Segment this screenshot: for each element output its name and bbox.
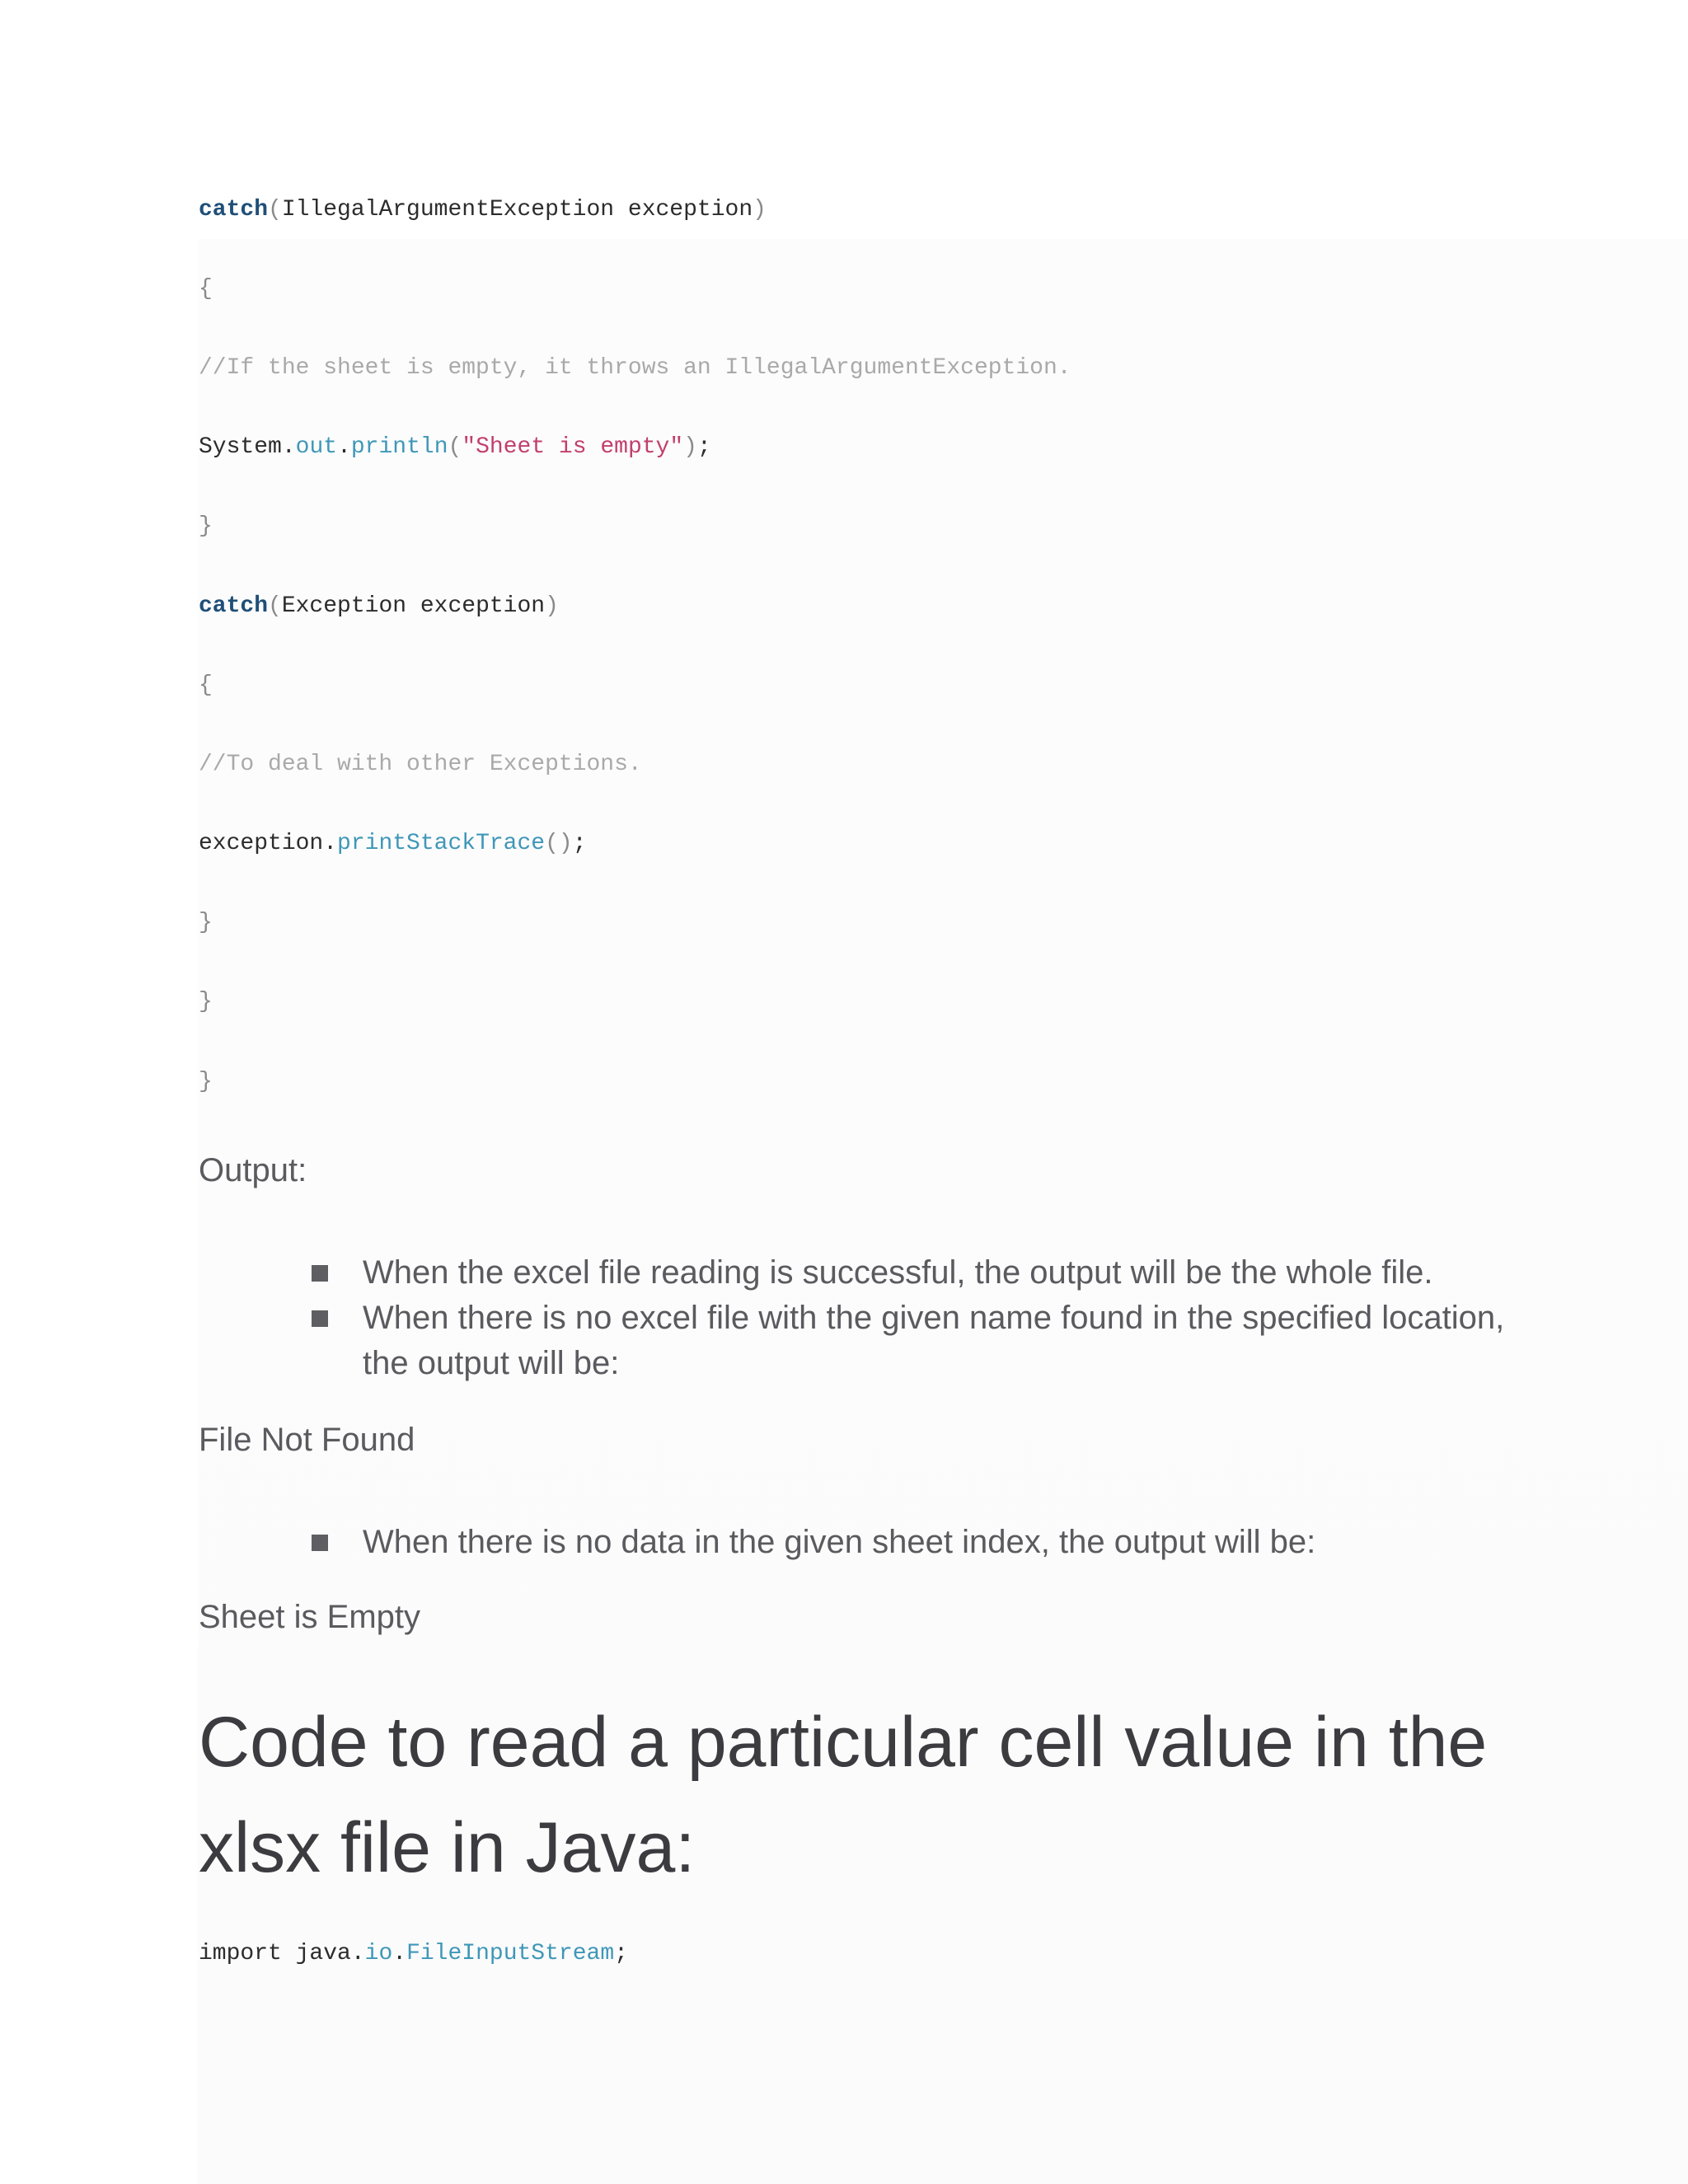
sheet-empty-output: Sheet is Empty (199, 1599, 421, 1635)
file-not-found-output: File Not Found (199, 1422, 415, 1458)
code-semicolon: ; (614, 1941, 628, 1966)
list-item-text: When there is no data in the given sheet index, the output will be: (363, 1524, 1316, 1560)
code-string: "Sheet is empty" (462, 434, 684, 460)
code-subpackage: io (364, 1941, 393, 1966)
code-dot: . (323, 831, 338, 856)
code-paren: ) (545, 593, 559, 619)
code-line-close-brace: } (199, 513, 213, 539)
code-line-open-brace: { (199, 276, 213, 302)
code-line-print-stack-trace (199, 829, 587, 859)
code-semicolon: ; (696, 434, 711, 460)
code-line-catch-exception (199, 592, 559, 621)
code-line-open-brace: { (199, 673, 213, 698)
code-line-comment-other-exceptions: //To deal with other Exceptions. (199, 752, 642, 777)
code-paren: ) (753, 197, 767, 223)
section-heading: Code to read a particular cell value in the xlsx file in Java: (199, 1703, 1488, 1887)
output-label: Output: (199, 1152, 307, 1188)
list-item-text: When there is no excel file with the given name found in the specified location, the output will be: (363, 1300, 1505, 1381)
code-dot: . (392, 1941, 407, 1966)
code-text: IllegalArgumentException exception (281, 197, 753, 223)
code-keyword: import (199, 1941, 296, 1966)
code-keyword: catch (199, 197, 269, 223)
code-paren: ( (268, 197, 282, 223)
code-line-close-brace: } (199, 910, 213, 935)
list-item-text: When the excel file reading is successful, the output will be the whole file. (363, 1254, 1433, 1291)
square-bullet-icon (312, 1535, 328, 1551)
code-text: Exception exception (281, 593, 546, 619)
code-paren: () (545, 831, 573, 856)
list-item (312, 1250, 1515, 1296)
code-method: println (350, 434, 448, 460)
code-line-println (199, 433, 711, 462)
code-paren: ( (448, 434, 462, 460)
code-keyword: catch (199, 593, 269, 619)
code-paren: ) (683, 434, 697, 460)
code-object: System (199, 434, 282, 460)
code-line-import (199, 1939, 628, 1969)
code-dot: . (337, 434, 351, 460)
code-method: printStackTrace (337, 831, 546, 856)
list-item (312, 1520, 1515, 1565)
code-field: out (295, 434, 338, 460)
code-semicolon: ; (572, 831, 587, 856)
code-line-comment-sheet-empty: //If the sheet is empty, it throws an IllegalArgumentException. (199, 355, 1071, 381)
code-line-close-brace: } (199, 989, 213, 1015)
code-dot: . (281, 434, 296, 460)
code-package: java (295, 1941, 351, 1966)
code-object: exception (199, 831, 324, 856)
square-bullet-icon (312, 1265, 328, 1282)
code-line-catch-illegal-argument (199, 195, 767, 225)
code-dot: . (350, 1941, 365, 1966)
list-item (312, 1296, 1515, 1386)
code-class: FileInputStream (406, 1941, 615, 1966)
square-bullet-icon (312, 1310, 328, 1327)
code-paren: ( (268, 593, 282, 619)
code-line-close-brace: } (199, 1069, 213, 1094)
